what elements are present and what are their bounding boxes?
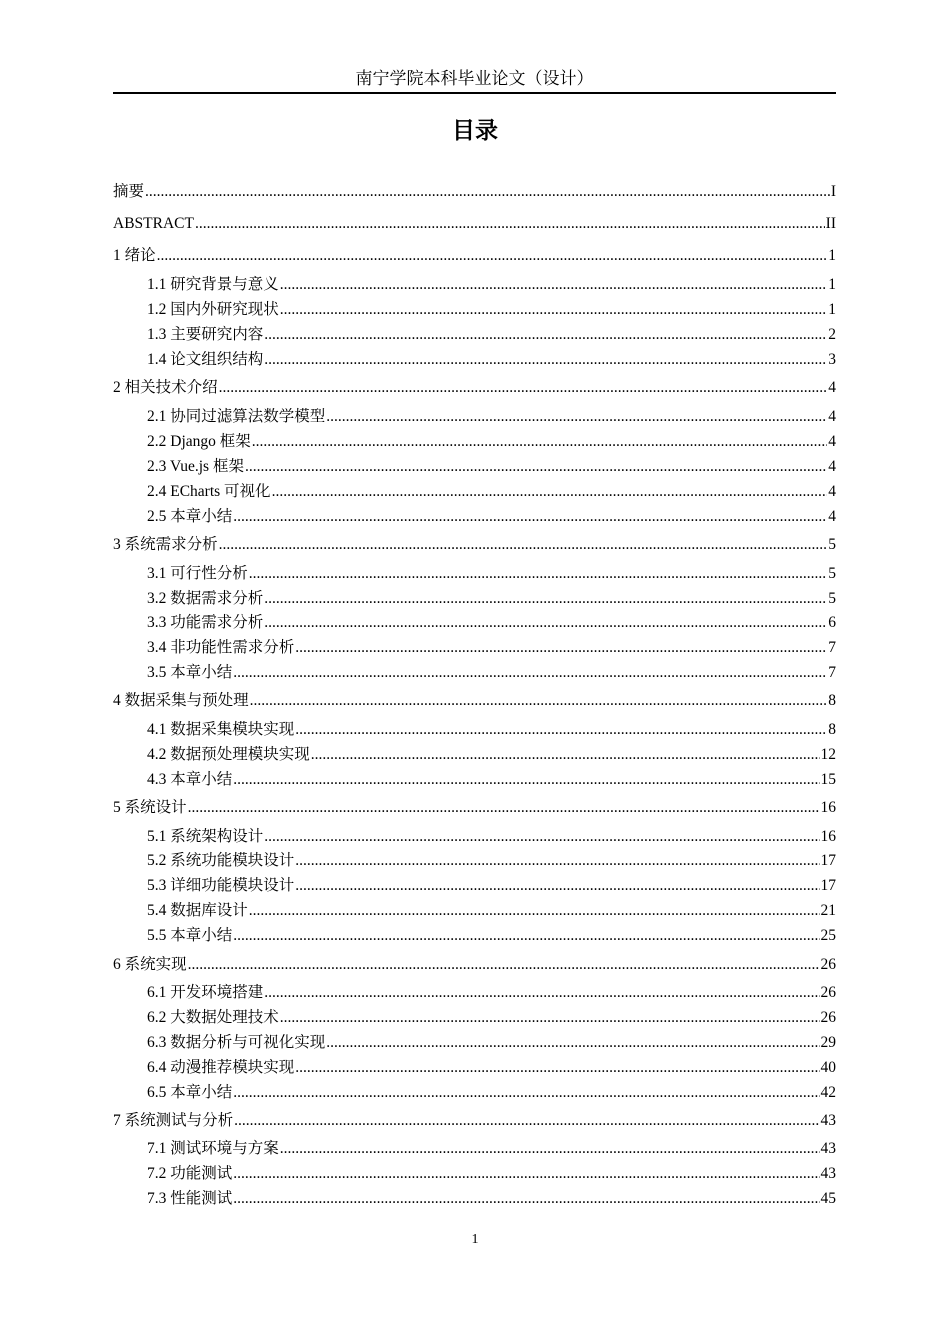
toc-entry-label: 6.2 大数据处理技术 xyxy=(147,1009,279,1026)
toc-entry-label: 3 系统需求分析 xyxy=(113,536,218,553)
toc-entry-page: 45 xyxy=(820,1190,836,1207)
toc-leader-dots xyxy=(219,377,828,399)
toc-leader-dots xyxy=(311,744,820,766)
toc-entry[interactable] xyxy=(113,245,836,267)
toc-entry[interactable] xyxy=(113,1110,836,1132)
toc-entry[interactable] xyxy=(147,299,836,321)
toc-leader-dots xyxy=(295,850,819,872)
toc-entry-label: 6 系统实现 xyxy=(113,956,187,973)
toc-entry-page: 1 xyxy=(828,276,836,293)
toc-leader-dots xyxy=(295,875,819,897)
toc-entry-page: 4 xyxy=(828,508,836,525)
toc-entry[interactable] xyxy=(147,506,836,528)
toc-entry-page: 29 xyxy=(820,1034,836,1051)
page-number: 1 xyxy=(471,1232,479,1247)
toc-entry[interactable] xyxy=(113,534,836,556)
toc-leader-dots xyxy=(233,1163,819,1185)
toc-entry-label: 3.3 功能需求分析 xyxy=(147,614,264,631)
toc-entry-label: 2.3 Vue.js 框架 xyxy=(147,458,244,475)
toc-entry-page: 1 xyxy=(828,301,836,318)
toc-entry-page: I xyxy=(830,183,836,200)
toc-entry-label: 4.1 数据采集模块实现 xyxy=(147,721,295,738)
toc-entry[interactable] xyxy=(147,324,836,346)
toc-entry-page: II xyxy=(825,215,836,232)
toc-leader-dots xyxy=(264,349,827,371)
toc-entry-page: 2 xyxy=(828,326,836,343)
toc-entry-label: 4.2 数据预处理模块实现 xyxy=(147,746,310,763)
toc-entry-page: 16 xyxy=(820,828,836,845)
toc-leader-dots xyxy=(295,1057,819,1079)
toc-entry-page: 4 xyxy=(828,379,836,396)
toc-leader-dots xyxy=(145,181,830,203)
toc-entry-page: 15 xyxy=(820,771,836,788)
toc-entry-page: 42 xyxy=(820,1084,836,1101)
toc-leader-dots xyxy=(295,637,827,659)
toc-entry[interactable] xyxy=(147,1163,836,1185)
toc-entry-label: 1.2 国内外研究现状 xyxy=(147,301,279,318)
toc-entry-label: 4 数据采集与预处理 xyxy=(113,692,249,709)
toc-entry[interactable] xyxy=(147,1082,836,1104)
toc-entry-label: 2 相关技术介绍 xyxy=(113,379,218,396)
toc-entry-label: 5.3 详细功能模块设计 xyxy=(147,877,295,894)
running-header: 南宁学院本科毕业论文（设计） xyxy=(113,66,836,94)
toc-leader-dots xyxy=(233,1188,819,1210)
toc-entry[interactable] xyxy=(113,181,836,203)
toc-entry-label: 3.5 本章小结 xyxy=(147,664,233,681)
toc-leader-dots xyxy=(188,797,820,819)
toc-entry-page: 8 xyxy=(828,692,836,709)
toc-entry-page: 26 xyxy=(820,1009,836,1026)
toc-entry-label: 3.4 非功能性需求分析 xyxy=(147,639,295,656)
toc-entry-label: 5.5 本章小结 xyxy=(147,927,233,944)
toc-entry-page: 8 xyxy=(828,721,836,738)
toc-entry-page: 7 xyxy=(828,639,836,656)
toc-entry-label: 2.2 Django 框架 xyxy=(147,433,251,450)
toc-entry-label: 2.4 ECharts 可视化 xyxy=(147,483,271,500)
toc-leader-dots xyxy=(264,612,827,634)
toc-entry[interactable] xyxy=(147,1032,836,1054)
toc-entry-label: 1.3 主要研究内容 xyxy=(147,326,264,343)
toc-entry-label: 3.1 可行性分析 xyxy=(147,565,248,582)
toc-leader-dots xyxy=(280,1138,820,1160)
toc-entry[interactable] xyxy=(147,349,836,371)
toc-leader-dots xyxy=(280,274,827,296)
toc-leader-dots xyxy=(280,1007,820,1029)
toc-entry-label: 5.2 系统功能模块设计 xyxy=(147,852,295,869)
toc-leader-dots xyxy=(252,431,827,453)
toc-leader-dots xyxy=(264,588,827,610)
toc-entry-label: 1 绪论 xyxy=(113,247,156,264)
toc-entry[interactable] xyxy=(147,900,836,922)
toc-entry[interactable] xyxy=(147,850,836,872)
toc-entry-page: 4 xyxy=(828,433,836,450)
toc-entry-label: 6.3 数据分析与可视化实现 xyxy=(147,1034,326,1051)
toc-leader-dots xyxy=(245,456,827,478)
toc-entry-page: 7 xyxy=(828,664,836,681)
toc-entry[interactable] xyxy=(113,797,836,819)
toc-entry-label: 6.5 本章小结 xyxy=(147,1084,233,1101)
toc-entry[interactable] xyxy=(147,481,836,503)
toc-leader-dots xyxy=(326,1032,819,1054)
toc-entry[interactable] xyxy=(147,662,836,684)
toc-entry[interactable] xyxy=(147,982,836,1004)
toc-entry-page: 5 xyxy=(828,590,836,607)
toc-leader-dots xyxy=(233,1082,819,1104)
toc-entry[interactable] xyxy=(113,690,836,712)
toc-entry[interactable] xyxy=(147,769,836,791)
toc-entry[interactable] xyxy=(113,954,836,976)
toc-entry-page: 12 xyxy=(820,746,836,763)
toc-entry-page: 17 xyxy=(820,852,836,869)
toc-entry-page: 25 xyxy=(820,927,836,944)
toc-leader-dots xyxy=(249,563,827,585)
toc-entry-page: 43 xyxy=(820,1140,836,1157)
toc-entry-label: 7.2 功能测试 xyxy=(147,1165,233,1182)
toc-entry-label: 6.1 开发环境搭建 xyxy=(147,984,264,1001)
toc-entry[interactable] xyxy=(147,588,836,610)
toc-entry[interactable] xyxy=(147,744,836,766)
toc-entry-label: 7.1 测试环境与方案 xyxy=(147,1140,279,1157)
toc-entry[interactable] xyxy=(147,826,836,848)
toc-entry-page: 4 xyxy=(828,408,836,425)
toc-entry[interactable] xyxy=(147,1188,836,1210)
toc-leader-dots xyxy=(195,213,825,235)
toc-entry-label: 2.5 本章小结 xyxy=(147,508,233,525)
toc-leader-dots xyxy=(264,982,819,1004)
toc-entry[interactable] xyxy=(147,925,836,947)
toc-entry-page: 1 xyxy=(828,247,836,264)
toc-entry[interactable] xyxy=(147,274,836,296)
toc-leader-dots xyxy=(250,690,828,712)
toc-entry[interactable] xyxy=(113,377,836,399)
toc-entry[interactable] xyxy=(147,637,836,659)
toc-leader-dots xyxy=(272,481,828,503)
toc-entry-page: 21 xyxy=(820,902,836,919)
toc-entry-label: ABSTRACT xyxy=(113,215,194,232)
toc-entry-page: 6 xyxy=(828,614,836,631)
toc-entry-page: 40 xyxy=(820,1059,836,1076)
toc-entry[interactable] xyxy=(147,719,836,741)
toc-entry[interactable] xyxy=(147,1007,836,1029)
toc-entry[interactable] xyxy=(147,456,836,478)
toc-entry-label: 6.4 动漫推荐模块实现 xyxy=(147,1059,295,1076)
toc-entry-label: 摘要 xyxy=(113,183,145,200)
toc-entry-page: 17 xyxy=(820,877,836,894)
toc-leader-dots xyxy=(233,506,827,528)
toc-entry[interactable] xyxy=(147,875,836,897)
toc-entry-label: 5.4 数据库设计 xyxy=(147,902,248,919)
toc-entry[interactable] xyxy=(147,431,836,453)
toc-leader-dots xyxy=(295,719,827,741)
toc-leader-dots xyxy=(233,925,819,947)
toc-entry-page: 3 xyxy=(828,351,836,368)
toc-leader-dots xyxy=(280,299,827,321)
toc-entry-label: 1.4 论文组织结构 xyxy=(147,351,264,368)
toc-entry[interactable] xyxy=(147,563,836,585)
toc-entry-label: 1.1 研究背景与意义 xyxy=(147,276,279,293)
toc-entry-page: 43 xyxy=(820,1112,836,1129)
toc-entry-page: 26 xyxy=(820,956,836,973)
page-title: 目录 xyxy=(452,118,498,144)
toc-leader-dots xyxy=(326,406,827,428)
toc-leader-dots xyxy=(249,900,820,922)
toc-entry-page: 16 xyxy=(820,799,836,816)
toc-entry-label: 7 系统测试与分析 xyxy=(113,1112,234,1129)
toc-leader-dots xyxy=(264,826,819,848)
toc-entry[interactable] xyxy=(147,406,836,428)
toc-entry-page: 26 xyxy=(820,984,836,1001)
toc-entry[interactable] xyxy=(147,1138,836,1160)
toc-leader-dots xyxy=(188,954,820,976)
toc-entry-page: 5 xyxy=(828,536,836,553)
toc-leader-dots xyxy=(219,534,828,556)
toc-entry-page: 43 xyxy=(820,1165,836,1182)
toc-leader-dots xyxy=(264,324,827,346)
toc-entry-label: 5.1 系统架构设计 xyxy=(147,828,264,845)
toc-entry-page: 5 xyxy=(828,565,836,582)
toc-entry[interactable] xyxy=(147,612,836,634)
toc-entry[interactable] xyxy=(147,1057,836,1079)
toc-entry-label: 4.3 本章小结 xyxy=(147,771,233,788)
toc-leader-dots xyxy=(233,769,819,791)
toc-entry-label: 7.3 性能测试 xyxy=(147,1190,233,1207)
toc-leader-dots xyxy=(157,245,828,267)
toc-leader-dots xyxy=(234,1110,819,1132)
toc-entry-label: 2.1 协同过滤算法数学模型 xyxy=(147,408,326,425)
toc-entry[interactable] xyxy=(113,213,836,235)
toc-entry-label: 3.2 数据需求分析 xyxy=(147,590,264,607)
toc-entry-page: 4 xyxy=(828,483,836,500)
toc-leader-dots xyxy=(233,662,827,684)
toc-entry-label: 5 系统设计 xyxy=(113,799,187,816)
toc-entry-page: 4 xyxy=(828,458,836,475)
